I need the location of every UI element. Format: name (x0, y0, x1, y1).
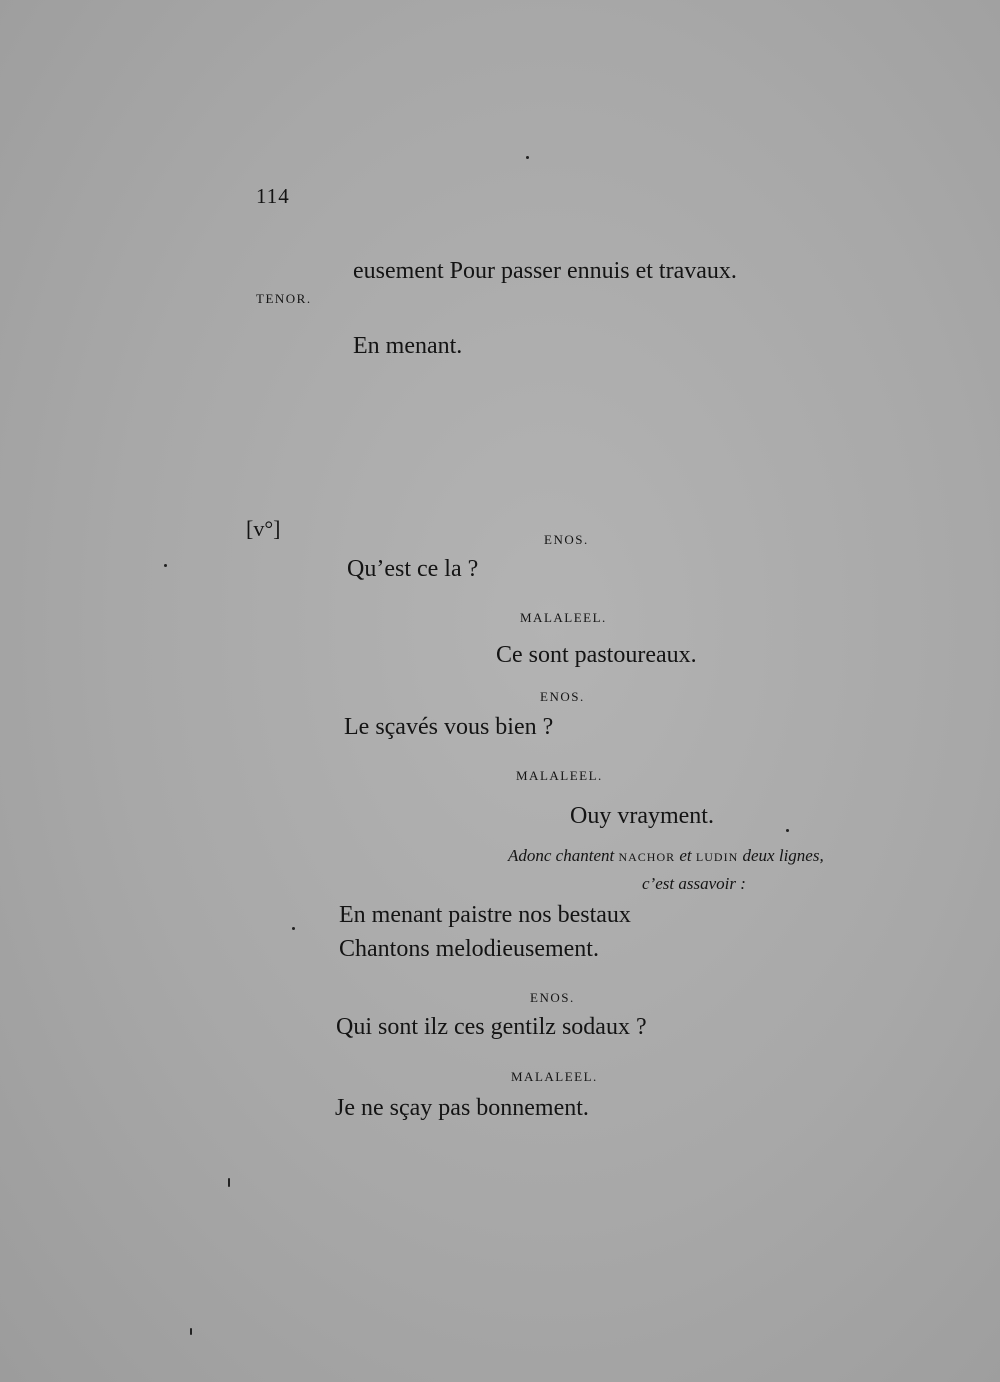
song-line: Chantons melodieusement. (339, 936, 599, 962)
dialogue-line: Le sçavés vous bien ? (344, 714, 554, 740)
text-line: eusement Pour passer ennuis et travaux. (353, 258, 737, 284)
speaker-label: ENOS. (530, 990, 575, 1005)
speaker-label: MALALEEL. (516, 768, 603, 783)
stage-text: Adonc chantent (508, 846, 615, 865)
speaker-label: ENOS. (540, 689, 585, 704)
stage-direction: c’est assavoir : (642, 874, 746, 893)
stage-text: deux lignes, (742, 846, 824, 865)
paper-speck (526, 156, 529, 159)
dialogue-line: Ouy vrayment. (570, 803, 714, 829)
paper-speck (292, 927, 295, 930)
paper-speck (190, 1328, 192, 1335)
dialogue-line: Qui sont ilz ces gentilz sodaux ? (336, 1014, 647, 1040)
text-line: En menant. (353, 333, 463, 359)
dialogue-line: Qu’est ce la ? (347, 556, 479, 582)
speaker-label: MALALEEL. (511, 1069, 598, 1084)
stage-text: et (679, 846, 692, 865)
folio-marker: [v°] (246, 516, 281, 541)
speaker-label: ENOS. (544, 532, 589, 547)
page-number: 114 (256, 184, 290, 208)
song-line: En menant paistre nos bestaux (339, 902, 631, 928)
stage-direction (508, 846, 824, 866)
speaker-label: MALALEEL. (520, 610, 607, 625)
voice-label-tenor: TENOR. (256, 291, 312, 306)
dialogue-line: Ce sont pastoureaux. (496, 642, 697, 668)
stage-character-name: LUDIN (695, 850, 739, 864)
paper-speck (164, 564, 167, 567)
dialogue-line: Je ne sçay pas bonnement. (335, 1095, 589, 1121)
stage-character-name: NACHOR (618, 850, 676, 864)
paper-speck (228, 1178, 230, 1187)
paper-speck (786, 829, 789, 832)
